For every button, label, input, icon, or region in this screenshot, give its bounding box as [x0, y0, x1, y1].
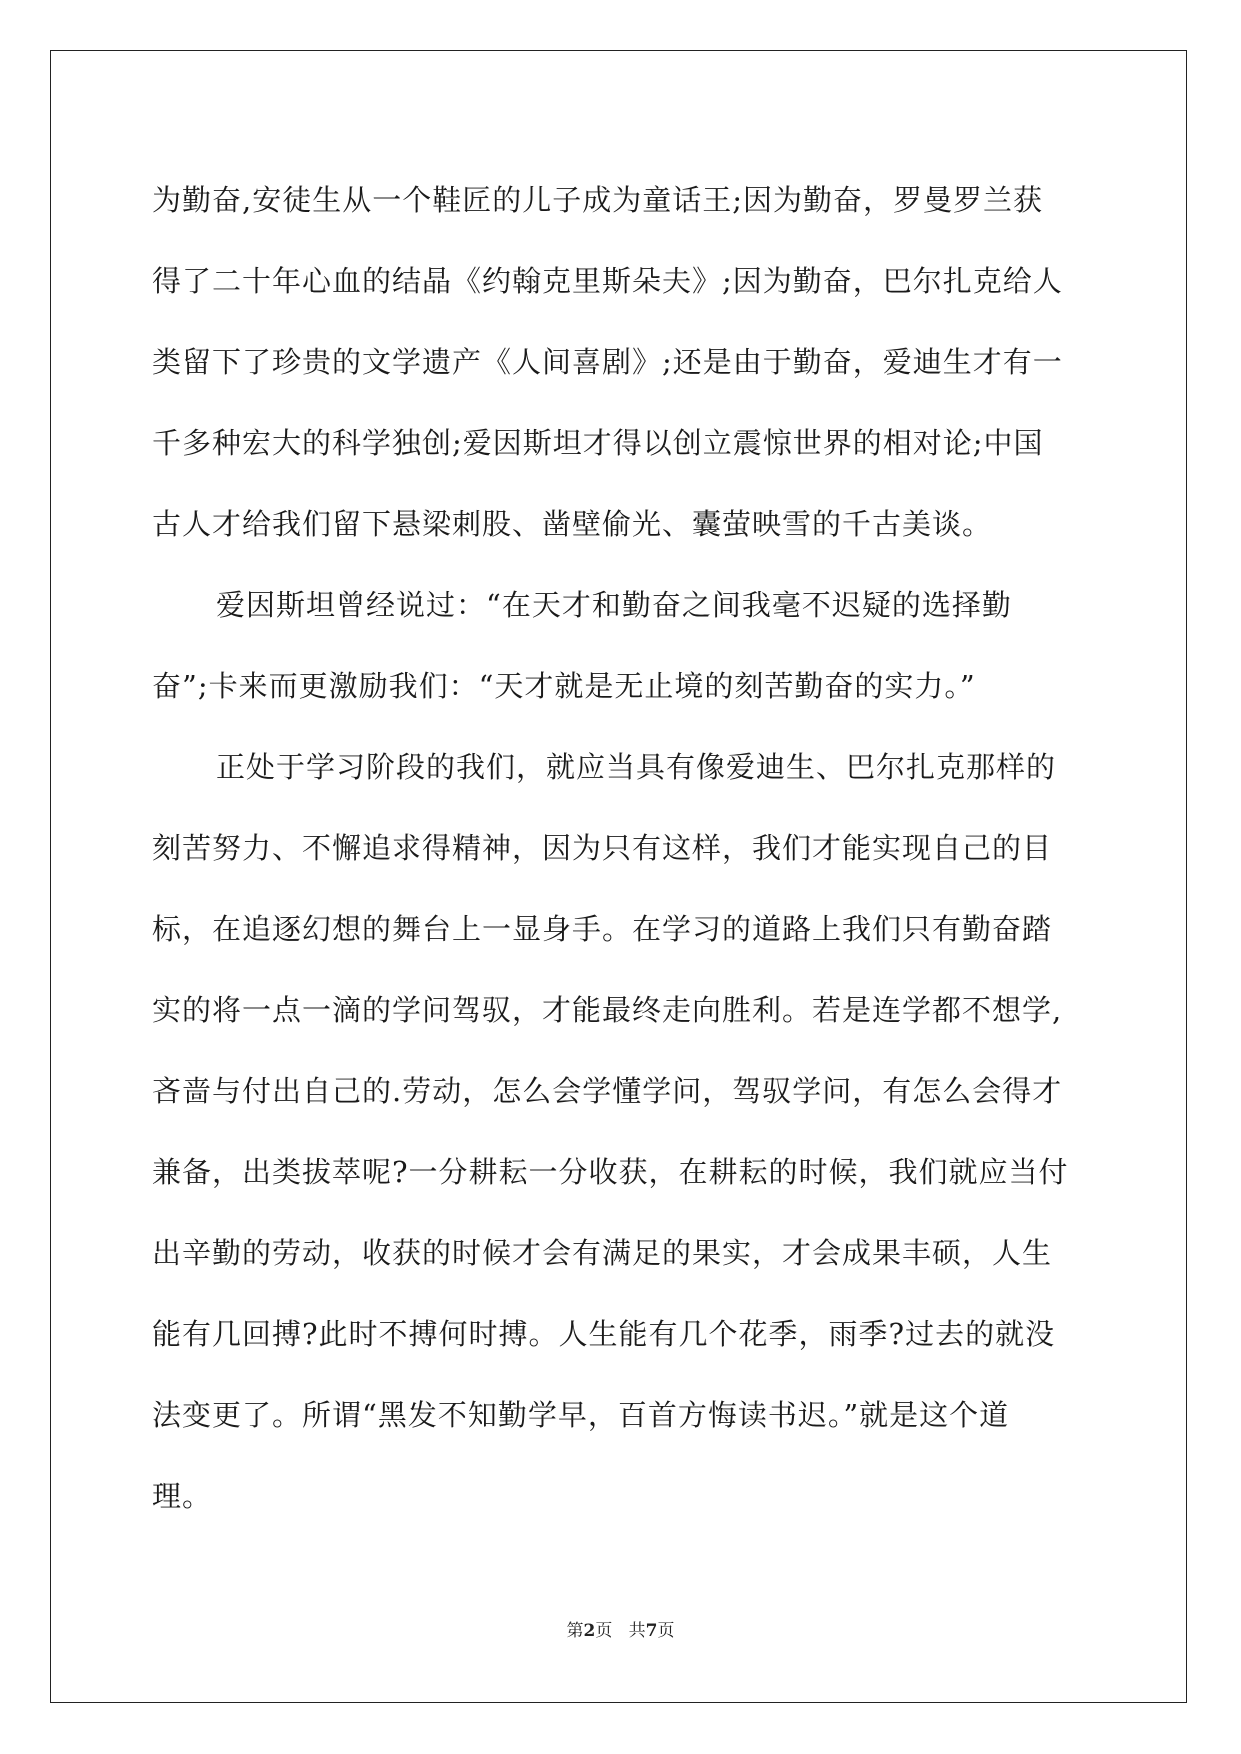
footer-total-prefix: 共: [628, 1621, 646, 1641]
text-line: 爱因斯坦曾经说过：“在天才和勤奋之间我毫不迟疑的选择勤: [216, 588, 1012, 622]
text-line: 奋”;卡来而更激励我们：“天才就是无止境的刻苦勤奋的实力。”: [152, 669, 976, 703]
text-line: 法变更了。所谓“黑发不知勤学早，百首方悔读书迟。”就是这个道: [152, 1398, 1010, 1432]
text-line: 古人才给我们留下悬梁刺股、凿壁偷光、囊萤映雪的千古美谈。: [152, 507, 993, 541]
footer-prefix: 第: [566, 1621, 584, 1641]
text-line: 得了二十年心血的结晶《约翰克里斯朵夫》;因为勤奋，巴尔扎克给人: [152, 264, 1063, 298]
text-line: 类留下了珍贵的文学遗产《人间喜剧》;还是由于勤奋，爱迪生才有一: [152, 345, 1063, 379]
document-body: [152, 160, 1092, 1537]
text-line: 理。: [152, 1479, 213, 1513]
text-line: 能有几回搏?此时不搏何时搏。人生能有几个花季，雨季?过去的就没: [152, 1317, 1056, 1351]
text-line: 千多种宏大的科学独创;爱因斯坦才得以创立震惊世界的相对论;中国: [152, 426, 1044, 460]
footer-page-word: 页: [595, 1621, 613, 1641]
text-line: 兼备，出类拔萃呢?一分耕耘一分收获，在耕耘的时候，我们就应当付: [152, 1155, 1069, 1189]
total-pages-number: 7: [645, 1621, 658, 1641]
text-line: 标，在追逐幻想的舞台上一显身手。在学习的道路上我们只有勤奋踏: [152, 912, 1053, 946]
text-line: 刻苦努力、不懈追求得精神，因为只有这样，我们才能实现自己的目: [152, 831, 1053, 865]
current-page-number: 2: [583, 1621, 596, 1641]
text-line: 实的将一点一滴的学问驾驭，才能最终走向胜利。若是连学都不想学,: [152, 993, 1063, 1027]
text-line: 为勤奋,安徒生从一个鞋匠的儿子成为童话王;因为勤奋，罗曼罗兰获: [152, 183, 1043, 217]
page-footer: [0, 1616, 1241, 1641]
text-line: 吝啬与付出自己的.劳动，怎么会学懂学问，驾驭学问，有怎么会得才: [152, 1074, 1063, 1108]
text-line: 正处于学习阶段的我们，就应当具有像爱迪生、巴尔扎克那样的: [216, 750, 1057, 784]
text-line: 出辛勤的劳动，收获的时候才会有满足的果实，才会成果丰硕，人生: [152, 1236, 1053, 1270]
footer-total-suffix: 页: [657, 1621, 675, 1641]
